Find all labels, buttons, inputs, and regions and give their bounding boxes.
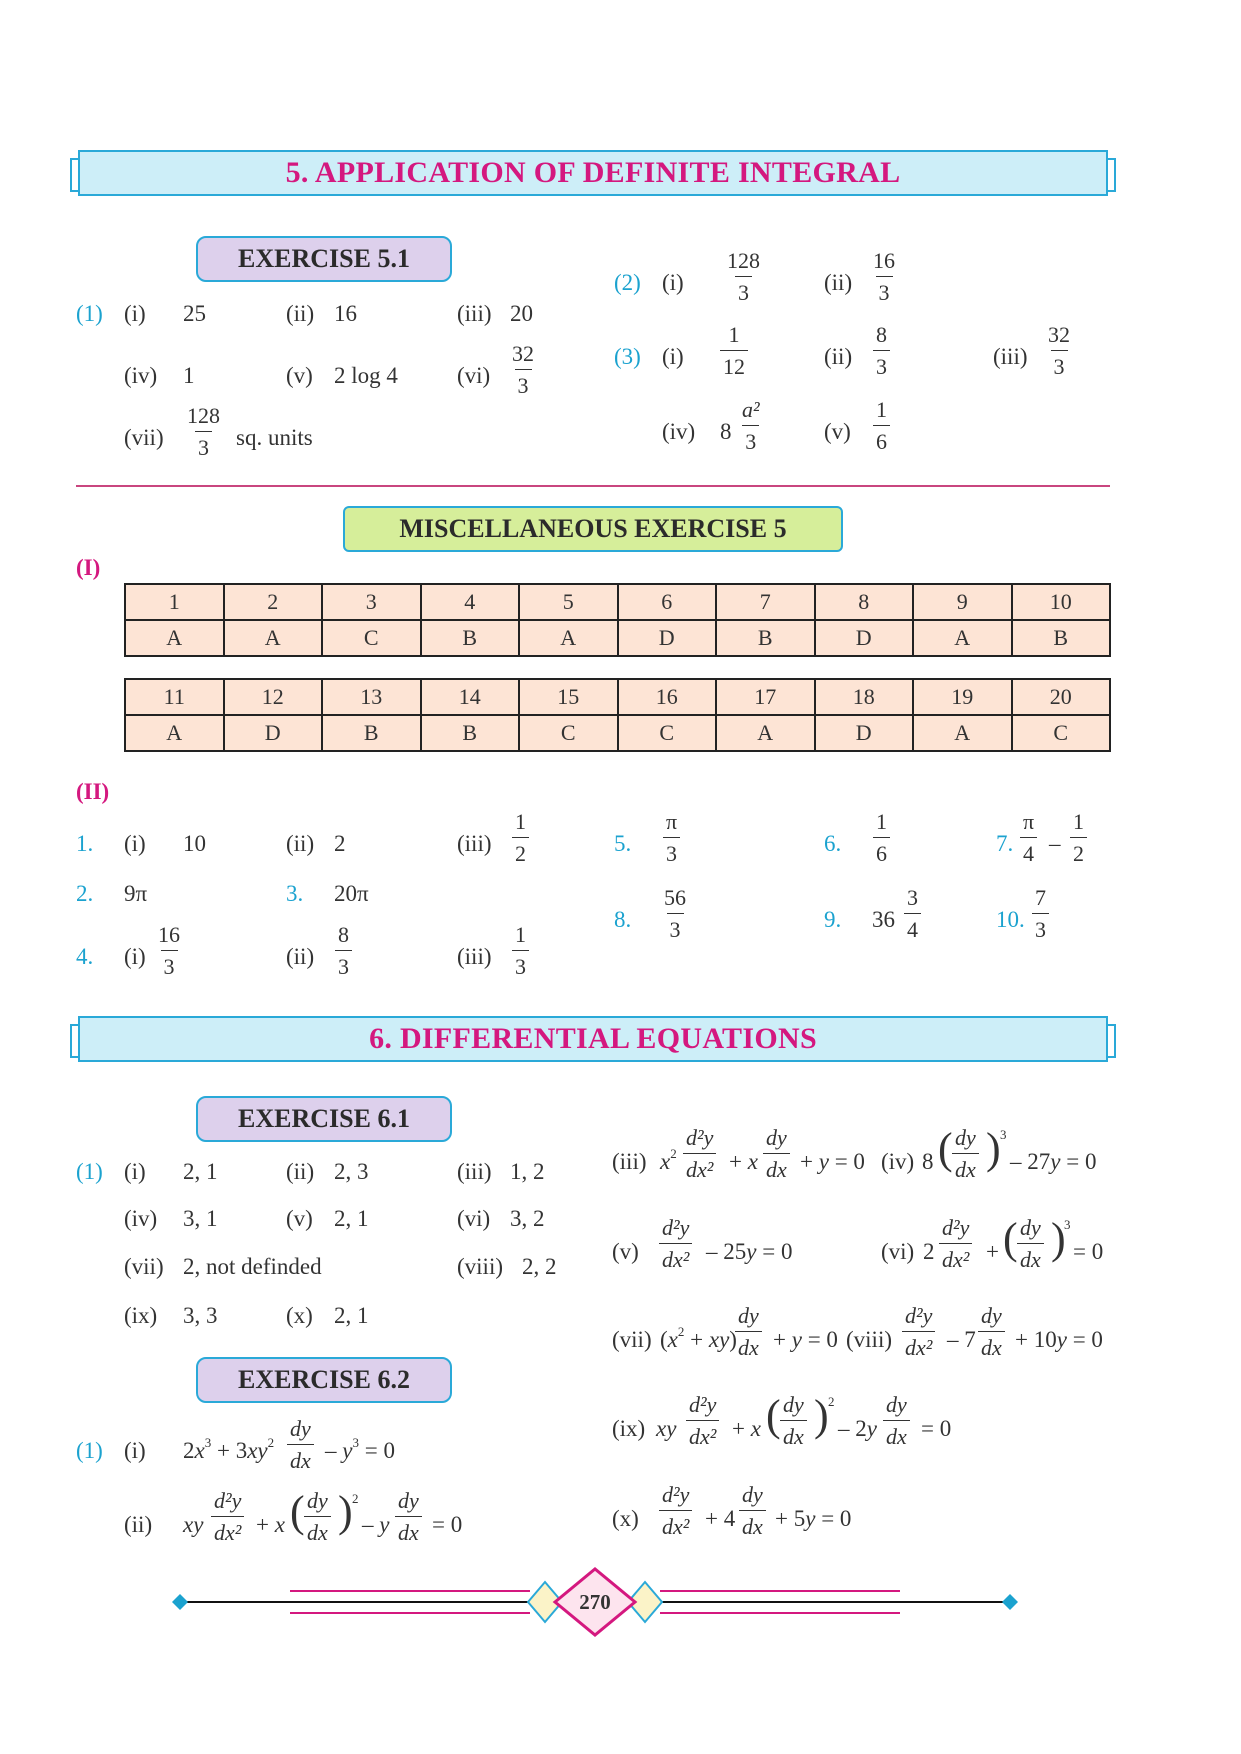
equation-term: + x: [256, 1512, 285, 1537]
denominator: 3: [873, 350, 890, 378]
equation-term: – $y^3 = 0$: [325, 1435, 395, 1463]
numerator: dy: [1020, 1215, 1041, 1240]
label-iii: (iii): [457, 1159, 492, 1184]
table-cell: 4: [421, 584, 520, 620]
denominator: 2: [1070, 837, 1087, 865]
denominator: 3: [876, 276, 893, 304]
numerator: 128: [187, 403, 220, 428]
table-cell: B: [421, 715, 520, 751]
denominator: 3: [1032, 913, 1049, 941]
numerator: 8: [338, 922, 349, 947]
coefficient: 2: [923, 1239, 935, 1264]
answer-value: 2, 1: [334, 1303, 369, 1328]
equation-term: – 2y: [838, 1416, 877, 1441]
table-cell: B: [716, 620, 815, 656]
label-iii: (iii): [457, 831, 492, 856]
denominator: 3: [161, 950, 178, 978]
numerator: π: [1023, 809, 1035, 834]
part-2-label: (II): [76, 779, 110, 804]
numerator: 16: [158, 922, 180, 947]
label-i: (i): [662, 344, 684, 369]
chapter-6-title: 6. DIFFERENTIAL EQUATIONS: [369, 1022, 817, 1055]
fraction: [663, 811, 680, 865]
label-i: (i): [124, 831, 146, 856]
chapter-5-title: 5. APPLICATION OF DEFINITE INTEGRAL: [285, 156, 901, 189]
equation-term: – 25y = 0: [706, 1239, 793, 1264]
label-vii: (vii): [124, 425, 164, 450]
coefficient: 8: [922, 1149, 934, 1174]
label-vii: (vii): [612, 1327, 652, 1352]
numerator: dy: [955, 1125, 976, 1150]
label-iv: (iv): [124, 1206, 158, 1231]
q1-number: (1): [76, 1438, 103, 1463]
table-cell: 12: [224, 679, 323, 715]
answer-value: 2 log 4: [334, 363, 398, 388]
fraction: [883, 1394, 910, 1448]
fraction: [1017, 1217, 1044, 1271]
table-cell: B: [1012, 620, 1111, 656]
denominator: dx: [763, 1153, 790, 1181]
answer-value: 10: [183, 831, 206, 856]
denominator: dx: [395, 1516, 422, 1544]
table-cell: A: [913, 620, 1012, 656]
right-paren: ): [1051, 1214, 1066, 1263]
answer-value: 9π: [124, 881, 148, 906]
numerator: d²y: [689, 1392, 717, 1417]
answer-table-1: [124, 583, 1111, 657]
answer-value: 16: [334, 301, 357, 326]
label-i: (i): [124, 1159, 146, 1184]
equation-term: – 7: [947, 1327, 976, 1352]
numerator: 32: [1048, 322, 1070, 347]
fraction: [1020, 811, 1037, 865]
label-iii: (iii): [457, 301, 492, 326]
label-iii: (iii): [457, 944, 492, 969]
numerator: 7: [1035, 885, 1046, 910]
left-paren: (: [766, 1391, 781, 1440]
equation-term: $x^2$: [660, 1146, 677, 1174]
label-viii: (viii): [846, 1327, 892, 1352]
fraction: [870, 250, 898, 304]
equation-term: = 0: [432, 1512, 463, 1537]
denominator: 3: [512, 950, 529, 978]
label-vi: (vi): [881, 1239, 915, 1264]
denominator: 3: [663, 837, 680, 865]
fraction: [659, 1217, 692, 1271]
equation-term: = 0: [921, 1416, 952, 1441]
numerator: dy: [783, 1392, 804, 1417]
equation-term: $2x^3 + 3xy^2$: [183, 1435, 275, 1463]
table-cell: 5: [519, 584, 618, 620]
label-ii: (ii): [286, 301, 315, 326]
denominator: dx²: [659, 1510, 692, 1538]
denominator: dx: [287, 1444, 314, 1472]
numerator: 1: [515, 922, 526, 947]
equation-term: + 4: [705, 1506, 736, 1531]
fraction: [735, 1305, 762, 1359]
denominator: 3: [667, 913, 684, 941]
table-cell: C: [1012, 715, 1111, 751]
q2-number: (2): [614, 270, 641, 295]
question-number: 7.: [996, 831, 1014, 856]
fraction: [287, 1418, 314, 1472]
fraction: [1032, 887, 1049, 941]
answer-table-2: [124, 678, 1111, 752]
table-cell: A: [519, 620, 618, 656]
numerator: π: [666, 809, 678, 834]
table-cell: 1: [125, 584, 224, 620]
fraction: [512, 924, 529, 978]
equation-term: + 5y = 0: [775, 1506, 852, 1531]
table-cell: D: [618, 620, 717, 656]
equation-term: + y = 0: [800, 1149, 865, 1174]
table-row-answers: [125, 620, 1110, 656]
fraction: [739, 399, 763, 453]
label-iii: (iii): [612, 1149, 647, 1174]
right-paren: ): [814, 1391, 829, 1440]
table-cell: B: [421, 620, 520, 656]
q1-number: (1): [76, 1159, 103, 1184]
fraction: [661, 887, 689, 941]
equation-term: xy: [656, 1416, 677, 1441]
fraction: [904, 887, 921, 941]
equation-term: xy: [183, 1512, 204, 1537]
denominator: 3: [735, 276, 752, 304]
page-number: 270: [579, 1590, 611, 1614]
exercise-6-1-heading: EXERCISE 6.1: [196, 1096, 452, 1142]
numerator: d²y: [905, 1303, 933, 1328]
answer-value: 20π: [334, 881, 369, 906]
fraction: [902, 1305, 935, 1359]
fraction: [683, 1127, 716, 1181]
fraction: [978, 1305, 1005, 1359]
numerator: a²: [742, 397, 760, 422]
equation-term: + x: [729, 1149, 758, 1174]
answer-value: 2, 1: [334, 1206, 369, 1231]
label-ii: (ii): [286, 944, 315, 969]
denominator: dx: [978, 1331, 1005, 1359]
fraction: [739, 1484, 766, 1538]
equation-term: +: [986, 1239, 999, 1264]
table-cell: 2: [224, 584, 323, 620]
label-ii: (ii): [286, 1159, 315, 1184]
question-number: 9.: [824, 907, 842, 932]
label-ii: (ii): [124, 1512, 153, 1537]
section-divider: [76, 485, 1110, 487]
question-number: 10.: [996, 907, 1025, 932]
label-i: (i): [124, 1438, 146, 1463]
numerator: dy: [766, 1125, 787, 1150]
table-cell: 7: [716, 584, 815, 620]
whole-number: 36: [872, 907, 895, 932]
table-cell: B: [322, 715, 421, 751]
fraction: [155, 924, 183, 978]
fraction: [763, 1127, 790, 1181]
denominator: dx: [739, 1510, 766, 1538]
answer-value: 2, 3: [334, 1159, 369, 1184]
numerator: 1: [1073, 809, 1084, 834]
left-paren: (: [290, 1487, 305, 1536]
table-cell: 8: [815, 584, 914, 620]
equation-term: + 10y = 0: [1015, 1327, 1103, 1352]
numerator: d²y: [214, 1488, 242, 1513]
denominator: 6: [873, 425, 890, 453]
fraction: [1070, 811, 1087, 865]
table-row-numbers: [125, 679, 1110, 715]
table-cell: 6: [618, 584, 717, 620]
numerator: d²y: [662, 1482, 690, 1507]
numerator: 128: [727, 248, 760, 273]
label-viii: (viii): [457, 1254, 503, 1279]
exercise-6-2-heading: EXERCISE 6.2: [196, 1357, 452, 1403]
label-iv: (iv): [881, 1149, 915, 1174]
fraction: [873, 399, 890, 453]
numerator: dy: [307, 1488, 328, 1513]
label-ii: (ii): [286, 831, 315, 856]
denominator: dx²: [686, 1420, 719, 1448]
table-cell: C: [618, 715, 717, 751]
coefficient: 8: [720, 419, 732, 444]
answer-value: 3, 2: [510, 1206, 545, 1231]
table-cell: D: [815, 715, 914, 751]
numerator: 1: [515, 809, 526, 834]
fraction: [686, 1394, 719, 1448]
denominator: dx²: [902, 1331, 935, 1359]
chapter-6-banner: [78, 1016, 1108, 1062]
numerator: d²y: [686, 1125, 714, 1150]
label-vi: (vi): [457, 1206, 491, 1231]
left-paren: (: [938, 1124, 953, 1173]
label-vi: (vi): [457, 363, 491, 388]
denominator: dx²: [211, 1516, 244, 1544]
answer-value: 2, 2: [522, 1254, 557, 1279]
right-paren: ): [986, 1124, 1001, 1173]
answer-value: 2, 1: [183, 1159, 218, 1184]
denominator: 3: [335, 950, 352, 978]
chapter-5-banner: [78, 150, 1108, 196]
numerator: 56: [664, 885, 686, 910]
numerator: 1: [876, 809, 887, 834]
denominator: 6: [873, 837, 890, 865]
table-cell: 11: [125, 679, 224, 715]
part-1-label: (I): [76, 555, 101, 580]
table-cell: 19: [913, 679, 1012, 715]
label-ii: (ii): [824, 344, 853, 369]
table-cell: A: [716, 715, 815, 751]
fraction: [873, 324, 890, 378]
table-cell: D: [224, 715, 323, 751]
label-x: (x): [286, 1303, 313, 1328]
denominator: 4: [1020, 837, 1037, 865]
answer-value: 1, 2: [510, 1159, 545, 1184]
denominator: 4: [904, 913, 921, 941]
label-ix: (ix): [612, 1416, 646, 1441]
table-cell: 20: [1012, 679, 1111, 715]
table-cell: A: [913, 715, 1012, 751]
fraction: [780, 1394, 807, 1448]
denominator: 3: [1051, 350, 1068, 378]
equation-term: – 27y = 0: [1010, 1149, 1097, 1174]
label-v: (v): [286, 1206, 313, 1231]
numerator: 8: [876, 322, 887, 347]
denominator: dx: [304, 1516, 331, 1544]
numerator: 3: [907, 885, 918, 910]
numerator: dy: [398, 1488, 419, 1513]
denominator: dx: [1017, 1243, 1044, 1271]
table-cell: D: [815, 620, 914, 656]
numerator: dy: [738, 1303, 759, 1328]
label-i: (i): [662, 270, 684, 295]
answer-value: 20: [510, 301, 533, 326]
answer-value: 2, not definded: [183, 1254, 322, 1279]
unit-label: sq. units: [236, 425, 313, 450]
fraction: [211, 1490, 244, 1544]
answer-value: 3, 3: [183, 1303, 218, 1328]
label-i: (i): [124, 944, 146, 969]
numerator: dy: [290, 1416, 311, 1441]
table-cell: A: [125, 715, 224, 751]
q3-number: (3): [614, 344, 641, 369]
label-iv: (iv): [124, 363, 158, 388]
equation-term: $(x^2 + xy)$: [660, 1324, 737, 1352]
fraction: [335, 924, 352, 978]
question-number: 8.: [614, 907, 632, 932]
label-v: (v): [612, 1239, 639, 1264]
question-number: 6.: [824, 831, 842, 856]
answer-value: 25: [183, 301, 206, 326]
denominator: dx: [883, 1420, 910, 1448]
fraction: [659, 1484, 692, 1538]
exponent: 2: [828, 1394, 835, 1409]
left-paren: (: [1003, 1214, 1018, 1263]
label-iv: (iv): [662, 419, 696, 444]
label-iii: (iii): [993, 344, 1028, 369]
label-i: (i): [124, 301, 146, 326]
equation-term: = 0: [1073, 1239, 1104, 1264]
numerator: d²y: [942, 1215, 970, 1240]
table-cell: A: [224, 620, 323, 656]
table-cell: C: [322, 620, 421, 656]
label-x: (x): [612, 1506, 639, 1531]
table-row-answers: [125, 715, 1110, 751]
question-number: 1.: [76, 831, 94, 856]
equation-term: + y = 0: [773, 1327, 838, 1352]
answer-value: 1: [183, 363, 195, 388]
operator: –: [1049, 831, 1061, 856]
table-cell: 14: [421, 679, 520, 715]
denominator: dx: [780, 1420, 807, 1448]
denominator: dx²: [683, 1153, 716, 1181]
answer-value: 3, 1: [183, 1206, 218, 1231]
question-number: 3.: [286, 881, 304, 906]
q1-number: (1): [76, 301, 103, 326]
exponent: 2: [352, 1491, 359, 1506]
fraction: [873, 811, 890, 865]
label-ii: (ii): [824, 270, 853, 295]
misc-exercise-5-heading: MISCELLANEOUS EXERCISE 5: [343, 506, 843, 552]
denominator: 2: [512, 837, 529, 865]
numerator: 1: [728, 322, 740, 347]
table-cell: A: [125, 620, 224, 656]
fraction: [1045, 324, 1073, 378]
question-number: 4.: [76, 944, 94, 969]
table-cell: 18: [815, 679, 914, 715]
exponent: 3: [1064, 1217, 1071, 1232]
label-v: (v): [286, 363, 313, 388]
table-cell: 9: [913, 584, 1012, 620]
table-cell: 16: [618, 679, 717, 715]
numerator: dy: [981, 1303, 1002, 1328]
answer-value: 2: [334, 831, 346, 856]
numerator: d²y: [662, 1215, 690, 1240]
fraction: [939, 1217, 972, 1271]
numerator: 1: [876, 397, 887, 422]
table-row-numbers: [125, 584, 1110, 620]
equation-term: – y: [362, 1512, 390, 1537]
numerator: 32: [512, 341, 534, 366]
numerator: dy: [742, 1482, 763, 1507]
table-cell: 17: [716, 679, 815, 715]
exercise-5-1-heading: EXERCISE 5.1: [196, 236, 452, 282]
fraction: [304, 1490, 331, 1544]
fraction: [952, 1127, 979, 1181]
table-cell: 3: [322, 584, 421, 620]
table-cell: 15: [519, 679, 618, 715]
numerator: 16: [873, 248, 895, 273]
question-number: 5.: [614, 831, 632, 856]
right-paren: ): [338, 1487, 353, 1536]
exponent: 3: [1000, 1127, 1007, 1142]
question-number: 2.: [76, 881, 94, 906]
denominator: dx: [735, 1331, 762, 1359]
fraction: [184, 405, 223, 459]
denominator: 3: [515, 369, 532, 397]
denominator: dx²: [939, 1243, 972, 1271]
table-cell: 13: [322, 679, 421, 715]
denominator: dx: [952, 1153, 979, 1181]
label-ix: (ix): [124, 1303, 158, 1328]
numerator: dy: [886, 1392, 907, 1417]
label-v: (v): [824, 419, 851, 444]
table-cell: 10: [1012, 584, 1111, 620]
denominator: dx²: [659, 1243, 692, 1271]
denominator: 12: [720, 350, 748, 378]
fraction: [720, 324, 748, 378]
denominator: 3: [195, 431, 212, 459]
denominator: 3: [742, 425, 759, 453]
fraction: [724, 250, 763, 304]
table-cell: C: [519, 715, 618, 751]
label-vii: (vii): [124, 1254, 164, 1279]
fraction: [509, 343, 537, 397]
fraction: [395, 1490, 422, 1544]
equation-term: + x: [732, 1416, 761, 1441]
fraction: [512, 811, 529, 865]
